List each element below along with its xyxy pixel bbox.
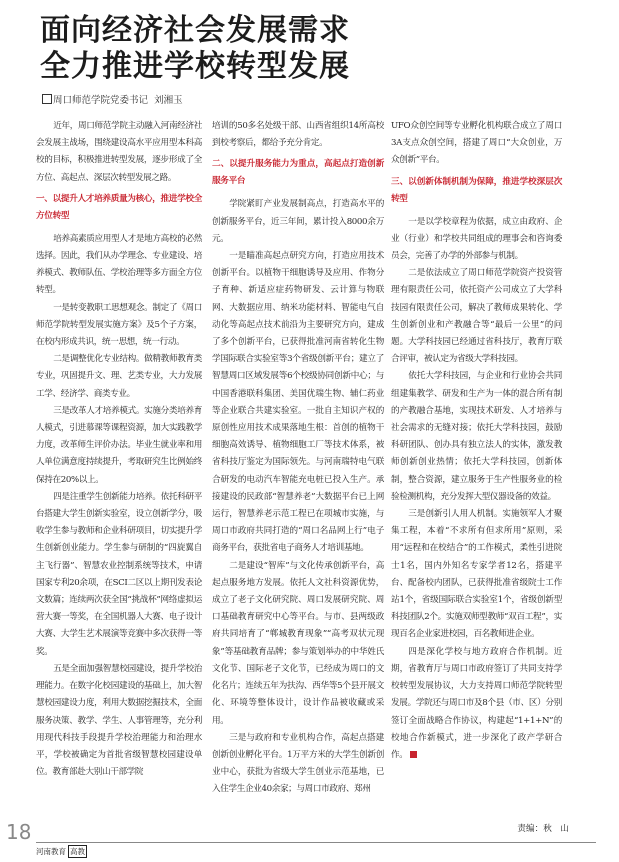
paragraph: 二是调整优化专业结构。做精教师教育类专业，巩固提升文、理、艺类专业，大力发展工学、经济学、商类专业。 xyxy=(36,354,202,399)
paragraph: 一是转变教职工思想观念。制定了《周口师范学院转型发展实施方案》及5个子方案，在校内形成共识，统一思想，统一行动。 xyxy=(36,302,202,348)
editor-credit: 责编：秋 山 xyxy=(517,824,569,834)
byline-author: 刘湘玉 xyxy=(154,95,183,106)
paragraph: 近年，周口师范学院主动融入河南经济社会发展主战场，围绕建设高水平应用型本科高校的目标，积极推进转型发展，逐步形成了全方位、高起点、深层次转型发展之路。 xyxy=(36,121,202,183)
section-tag: 高教 xyxy=(70,847,85,856)
paragraph-last xyxy=(391,644,562,764)
paragraph: 培训的50多名处级干部、山西省组织14所高校到校考察后，都给予充分肯定。 xyxy=(212,121,384,149)
paragraph: 二是依法成立了周口师范学院资产投资管理有限责任公司，依托资产公司成立了大学科技园有限责任公司，解决了教师成果转化、学生创新创业和产教融合等“最后一公里”的问题。大学科技园已经通过省科技厅，教育厅联合评审，被认定为省级大学科技园。 xyxy=(391,268,562,365)
page-number: 18 xyxy=(6,820,32,844)
paragraph-text: 四是深化学校与地方政府合作机制。近期，省教育厅与周口市政府签订了共同支持学校转型发展协议，大力支持周口师范学院转型发展。学院还与周口市及8个县（市、区）分别签订全面战略合作协议，构建起“1+1+N”的校地合作新模式，进一步深化了政产学研合作。 xyxy=(391,646,562,760)
magazine-footer xyxy=(36,845,87,858)
title-line-1: 面向经济社会发展需求 xyxy=(40,13,350,48)
paragraph: 四是注重学生创新能力培养。依托科研平台搭建大学生创新实验室，设立创新学分，吸收学生参与教师和企业科研项目，切实提升学生创新创业能力。学生参与研制的“四旋翼自主飞行器”、智慧农业控制系统等技术，申请国家专利20余项，在SCI二区以上期刊发表论文数篇；连续两次获全国“挑战杯”网络虚拟运营大赛一等奖，在全国机器人大赛、电子设计大赛、大学生艺术展演等竞赛中多次获得一等奖。 xyxy=(36,491,202,657)
section-heading: 三、以创新体制机制为保障，推进学校深层次转型 xyxy=(391,176,562,204)
byline-org: 周口师范学院党委书记 xyxy=(53,95,149,106)
footer-divider xyxy=(36,842,596,843)
paragraph: 学院紧盯产业发展制高点，打造高水平的创新服务平台，近三年间，累计投入8000余万元。 xyxy=(212,199,384,244)
paragraph: 二是建设“智库”与文化传承创新平台，高起点服务地方发展。依托人文社科资源优势，成立了老子文化研究院、周口发展研究院、周口基础教育研究中心等平台。与市、县两级政府共同培育了“郸城教育现象”“高考双状元现象”等基础教育品牌；参与策划举办的中华姓氏文化节、国际老子文化节，已经成为周口的文化名片；连续五年为扶沟、西华等5个县开展文化、环境等整体设计，设计作品被收藏或采用。 xyxy=(212,560,384,726)
paragraph: 三是改革人才培养模式。实施分类培养育人模式，引进慕课等课程资源，加大实践教学力度，改革师生评价办法。毕业生就业率和用人单位满意度持续提升，考取研究生比例始终保持在20%以上。 xyxy=(36,405,202,485)
paragraph: 一是以学校章程为依据，成立由政府、企业（行业）和学校共同组成的理事会和咨询委员会，完善了办学的外部参与机制。 xyxy=(391,216,562,262)
byline xyxy=(42,92,183,106)
paragraph: 五是全面加强智慧校园建设，提升学校治理能力。在数字化校园建设的基础上，加大智慧校园建设力度，利用大数据挖掘技术，全面服务决策、教学、学生、人事管理等，充分利用现代科技手段提升学校治理能力和治理水平，学校被确定为首批省级智慧校园建设单位。教育部赴大别山干部学院 xyxy=(36,663,202,778)
square-bullet-icon xyxy=(42,94,52,104)
magazine-name: 河南教育 xyxy=(36,847,66,856)
text-column-1 xyxy=(36,118,202,781)
section-heading: 二、以提升服务能力为重点，高起点打造创新服务平台 xyxy=(212,159,384,187)
end-mark-icon xyxy=(410,751,417,758)
paragraph: UFO众创空间等专业孵化机构联合成立了周口3A支点众创空间，搭建了周口“大众创业，万众创新”平台。 xyxy=(391,121,562,166)
paragraph: 三是创新引人用人机制。实施领军人才聚集工程，本着“不求所有但求所用”原则，采用“远程和在校结合”的工作模式，柔性引进院士1名，国内外知名专家学者12名，搭建平台、配备校内团队，已获得批准省级院士工作站1个，省级国际联合实验室1个，省级创新型科技团队2个。实施双师型教师“双百工程”，实现百名企业家进校园，百名教师进企业。 xyxy=(391,509,562,640)
paragraph: 三是与政府和专业机构合作，高起点搭建创新创业孵化平台。1万平方米的大学生创新创业中心，获批为省级大学生创业示范基地，已入住学生企业40余家；与周口市政府、郑州 xyxy=(212,732,384,795)
paragraph: 培养高素质应用型人才是地方高校的必然选择。因此，我们从办学理念、专业建设、培养模式、教师队伍、学校治理等多方面全方位转型。 xyxy=(36,233,202,296)
text-column-3 xyxy=(391,118,562,764)
title-line-2: 全力推进学校转型发展 xyxy=(40,49,350,84)
article-title xyxy=(40,13,600,85)
paragraph: 一是瞄准高起点研究方向，打造应用技术创新平台。以植物干细胞诱导及应用、作物分子育种、新适应症药物研发、云计算与物联网、大数据应用、纳米功能材料、智能电气自动化等高起点技术前沿为主要研究方向，建成了多个创新平台，已获得批准河南省转化生物学国际联合实验室等3个省级创新平台；建立了智慧周口区域发展等6个校级协同创新中心；与中国香港联科集团、美国优瑞生物、辅仁药业等企业联合共建实验室。一批自主知识产权的原创性应用技术成果落地生根：首创的植物干细胞高效诱导、植物细胞工厂等技术体系，被省科技厅鉴定为国际领先。与河南瑞特电气联合研发的电动汽车智能充电桩已投入生产。承接建设的民政部“智慧养老”大数据平台已上网运行，智慧养老示范工程已在项城市实施，与周口市政府共同打造的“周口名品网上行”电子商务平台，获批省电子商务人才培训基地。 xyxy=(212,251,384,554)
section-heading: 一、以提升人才培养质量为核心，推进学校全方位转型 xyxy=(36,193,202,221)
paragraph: 依托大学科技园，与企业和行业协会共同组建集教学、研发和生产为一体的混合所有制的产教融合基地，实现技术研发、人才培养与社会需求的无缝对接；依托大学科技园，鼓励科研团队、创办具有独立法人的实体，激发教师创新创业热情；依托大学科技园，创新体制，整合资源，建立服务于生产性服务业的检验检测机构，充分发挥大型仪器设备的效益。 xyxy=(391,371,562,502)
text-column-2 xyxy=(212,118,384,799)
